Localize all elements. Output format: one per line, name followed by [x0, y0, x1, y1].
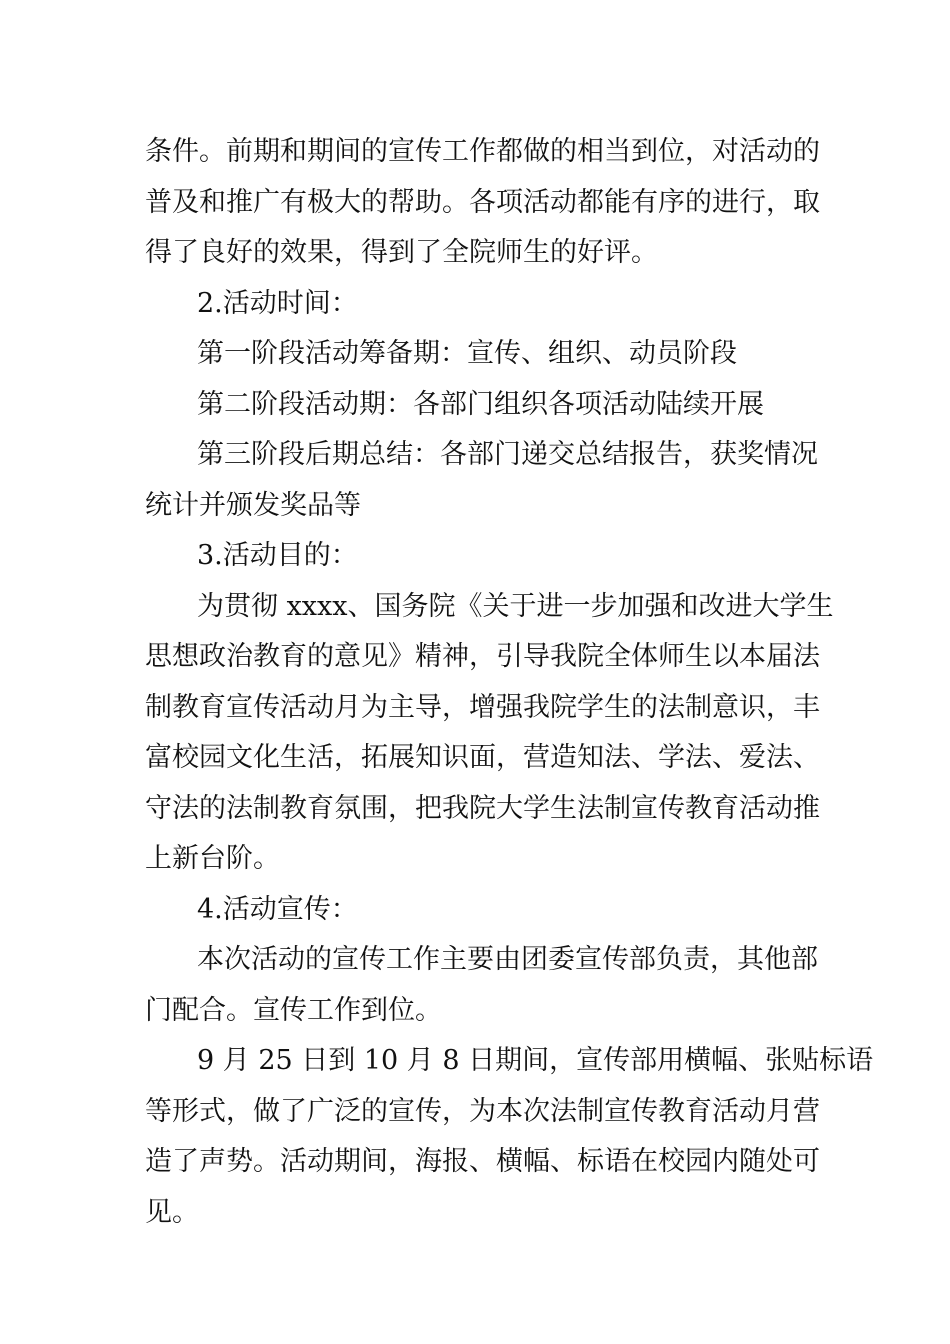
text-line: 本次活动的宣传工作主要由团委宣传部负责，其他部	[197, 944, 818, 975]
text-line: 得了良好的效果，得到了全院师生的好评。	[145, 237, 658, 268]
text-line: 为贯彻 xxxx、国务院《关于进一步加强和改进大学生	[197, 590, 834, 622]
text-line: 3.活动目的：	[197, 540, 358, 571]
text-line: 门配合。宣传工作到位。	[145, 994, 442, 1026]
text-line: 思想政治教育的意见》精神，引导我院全体师生以本届法	[145, 641, 820, 672]
text-line: 制教育宣传活动月为主导，增强我院学生的法制意识，丰	[145, 691, 820, 723]
text-line: 上新台阶。	[145, 843, 280, 874]
body-text	[145, 127, 874, 1238]
text-line: 第二阶段活动期：各部门组织各项活动陆续开展	[197, 388, 764, 420]
text-line: 4.活动宣传：	[197, 893, 358, 925]
text-line: 统计并颁发奖品等	[145, 489, 361, 521]
text-line: 等形式，做了广泛的宣传，为本次法制宣传教育活动月营	[145, 1095, 820, 1127]
text-line: 第一阶段活动筹备期：宣传、组织、动员阶段	[197, 338, 737, 369]
text-line: 第三阶段后期总结：各部门递交总结报告，获奖情况	[197, 439, 818, 470]
text-line: 9 月 25 日到 10 月 8 日期间，宣传部用横幅、张贴标语	[197, 1045, 874, 1076]
text-line: 造了声势。活动期间，海报、横幅、标语在校园内随处可	[145, 1146, 820, 1177]
text-line: 富校园文化生活，拓展知识面，营造知法、学法、爱法、	[145, 742, 820, 773]
text-line: 2.活动时间：	[197, 287, 358, 319]
text-line: 守法的法制教育氛围，把我院大学生法制宣传教育活动推	[145, 792, 820, 824]
text-line: 见。	[145, 1196, 199, 1228]
text-line: 普及和推广有极大的帮助。各项活动都能有序的进行，取	[145, 186, 820, 218]
text-line: 条件。前期和期间的宣传工作都做的相当到位，对活动的	[145, 136, 820, 167]
